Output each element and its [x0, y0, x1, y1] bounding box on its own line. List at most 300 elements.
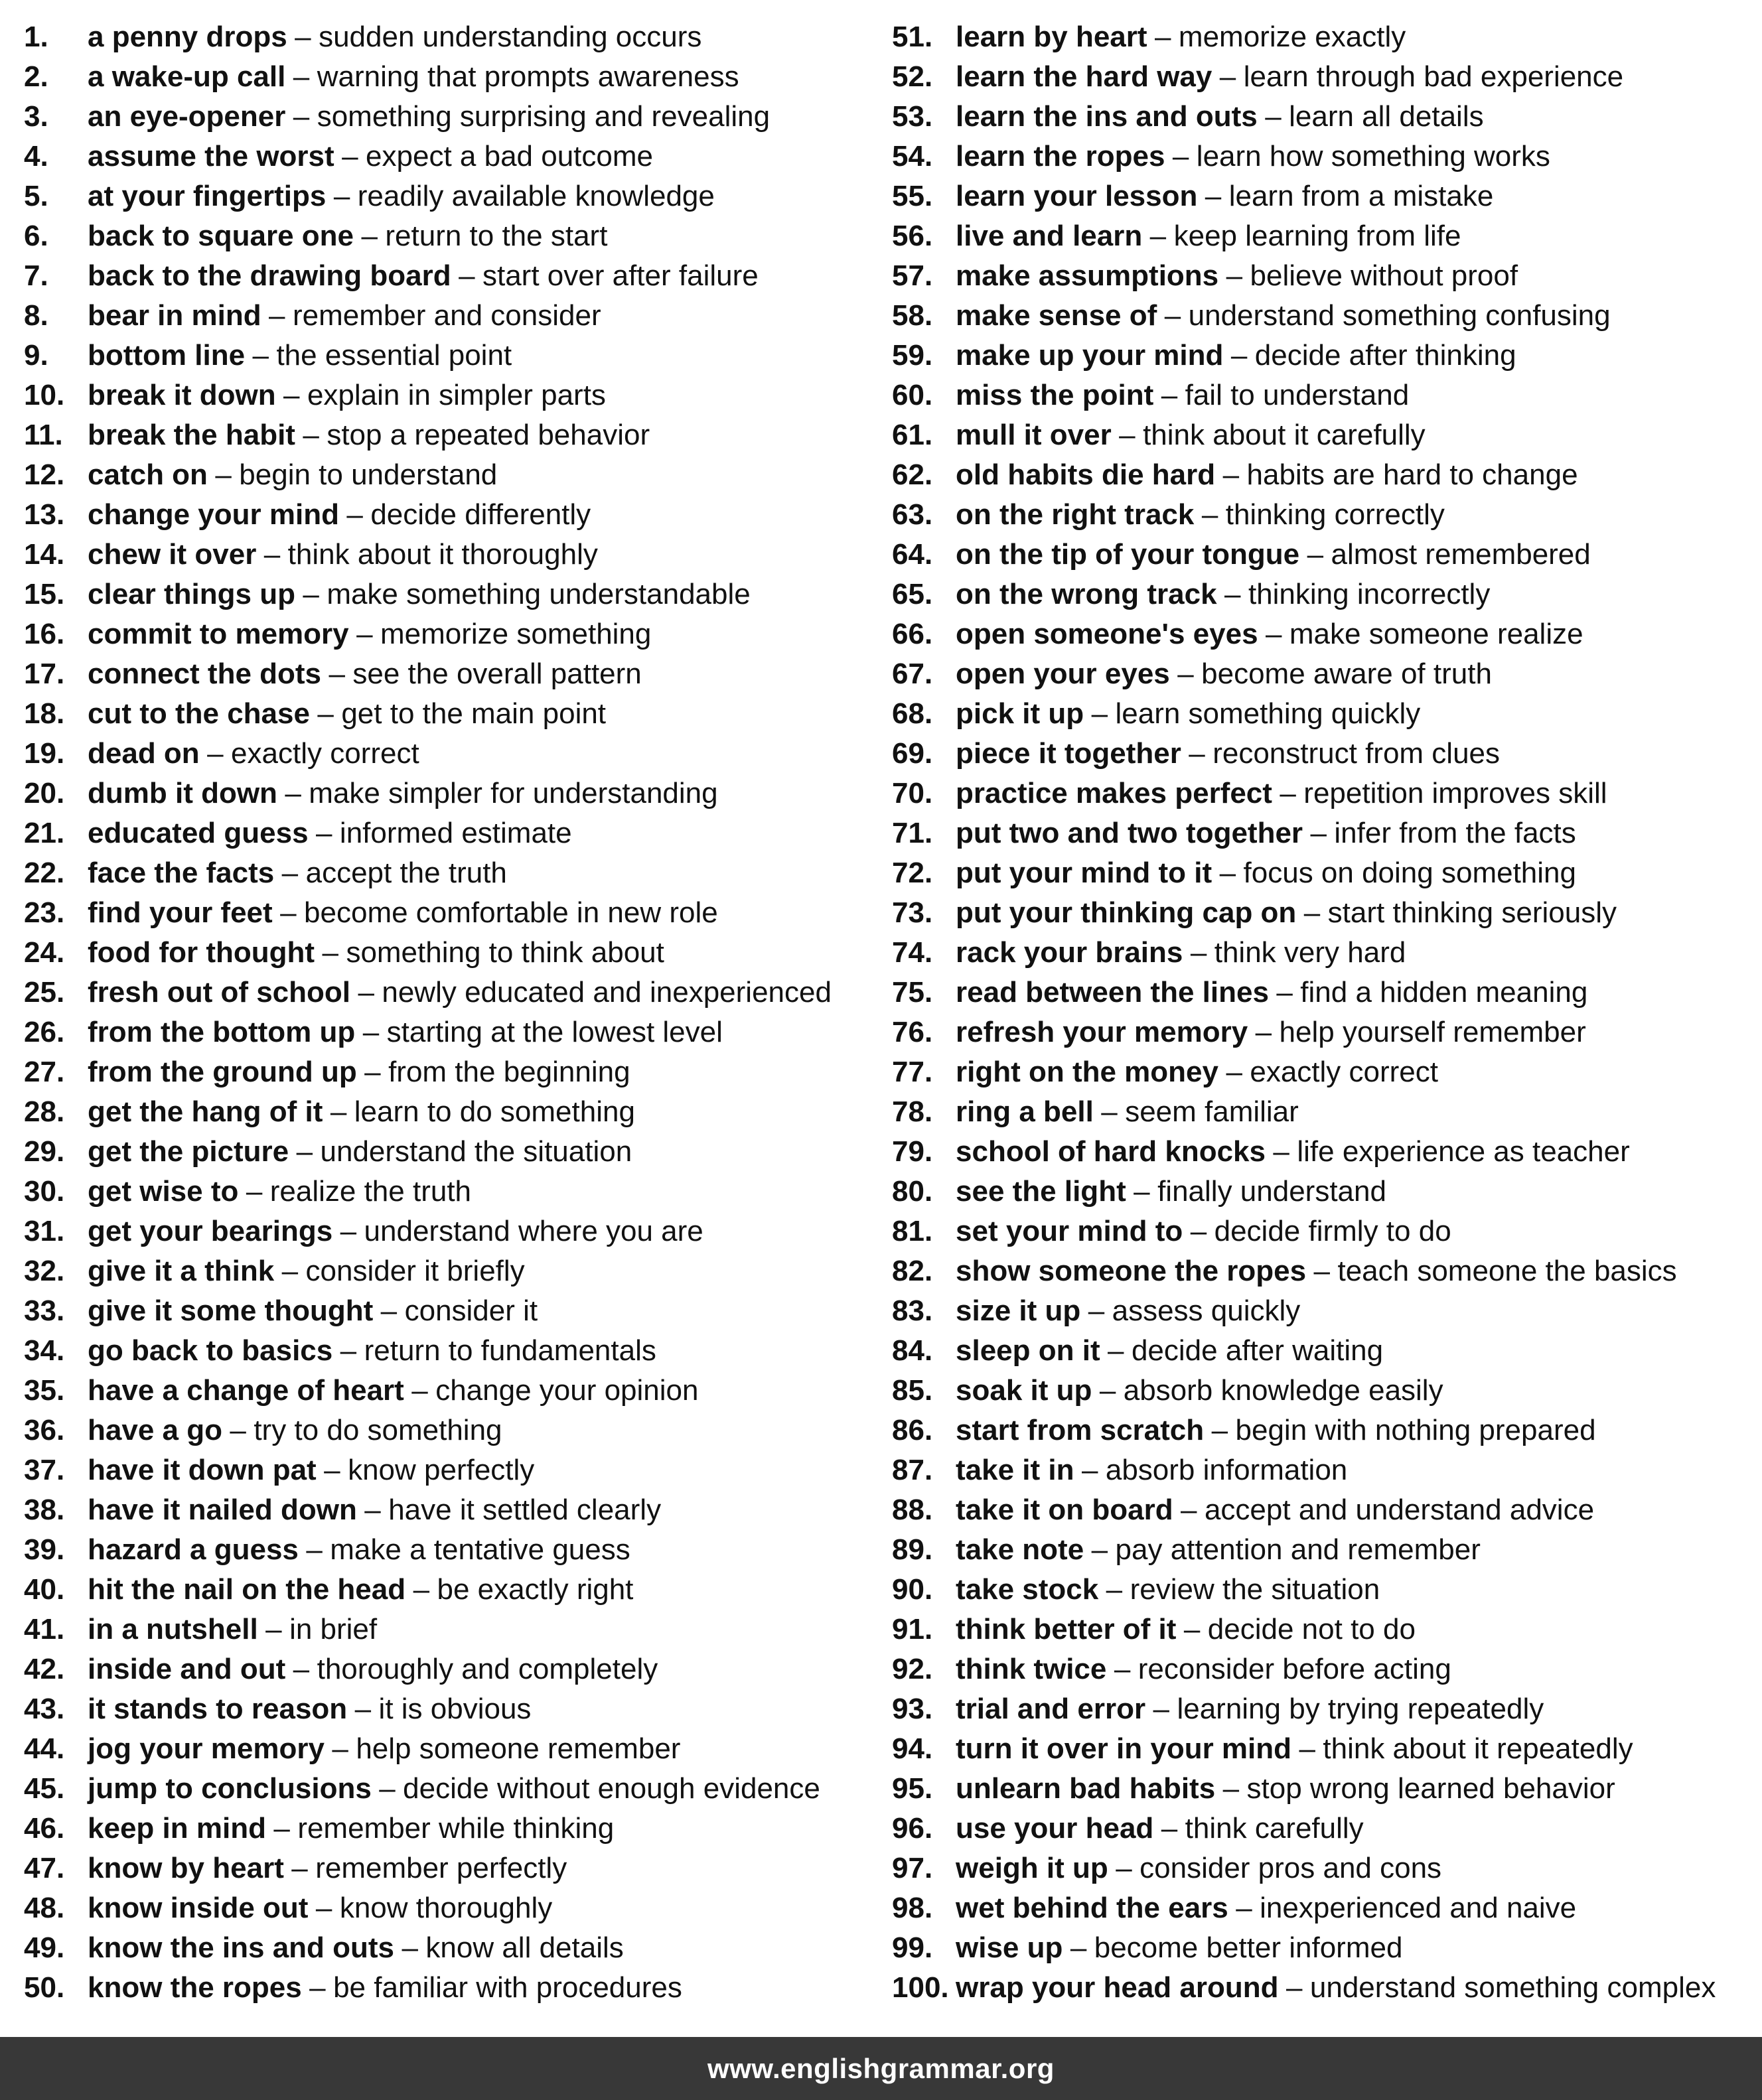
idiom-number: 83. [892, 1295, 933, 1327]
idiom-number: 91. [892, 1613, 933, 1645]
idiom-item [892, 297, 1755, 337]
idiom-phrase: it stands to reason [88, 1693, 348, 1725]
idiom-text [88, 1452, 534, 1489]
idiom-phrase: catch on [88, 458, 208, 491]
idiom-dash: – [1255, 1016, 1272, 1048]
idiom-phrase: in a nutshell [88, 1613, 258, 1645]
idiom-number: 46. [24, 1812, 65, 1845]
idiom-item [24, 1332, 873, 1372]
idiom-item [892, 19, 1755, 58]
idiom-phrase: put your thinking cap on [956, 896, 1297, 929]
idiom-text [956, 616, 1583, 653]
idiom-item [24, 1730, 873, 1770]
idiom-phrase: know inside out [88, 1892, 309, 1924]
idiom-phrase: clear things up [88, 578, 295, 610]
idiom-phrase: bear in mind [88, 299, 261, 332]
idiom-number: 48. [24, 1892, 65, 1924]
idiom-phrase: give it a think [88, 1255, 275, 1287]
idiom-number: 85. [892, 1374, 933, 1407]
idiom-definition: repetition improves skill [1303, 777, 1607, 809]
idiom-definition: warning that prompts awareness [317, 60, 739, 93]
idiom-phrase: trial and error [956, 1693, 1146, 1725]
idiom-text [88, 377, 606, 414]
idiom-number: 65. [892, 578, 933, 610]
idiom-number: 31. [24, 1215, 65, 1247]
idiom-text [88, 1173, 471, 1210]
idiom-text [88, 1492, 661, 1529]
idiom-text [956, 218, 1461, 255]
idiom-dash: – [1155, 21, 1171, 53]
idiom-text [956, 1332, 1383, 1369]
idiom-item [892, 1093, 1755, 1133]
idiom-text [956, 496, 1445, 533]
idiom-phrase: know the ins and outs [88, 1931, 395, 1964]
idiom-dash: – [361, 220, 378, 252]
idiom-item [892, 536, 1755, 576]
idiom-text [88, 1651, 658, 1688]
idiom-dash: – [1222, 1772, 1240, 1805]
idiom-text [88, 695, 606, 733]
idiom-definition: return to the start [385, 220, 608, 252]
idiom-definition: almost remembered [1331, 538, 1591, 571]
idiom-dash: – [330, 1095, 347, 1128]
idiom-definition: start over after failure [482, 259, 759, 292]
idiom-dash: – [1219, 857, 1236, 889]
idiom-item [892, 1890, 1755, 1929]
idiom-item [24, 1850, 873, 1890]
idiom-definition: try to do something [254, 1414, 502, 1446]
idiom-number: 21. [24, 817, 65, 849]
idiom-number: 32. [24, 1255, 65, 1287]
idiom-phrase: on the right track [956, 498, 1195, 531]
idiom-dash: – [316, 817, 332, 849]
idiom-text [956, 536, 1591, 573]
idiom-text [956, 1492, 1594, 1529]
idiom-definition: make simpler for understanding [309, 777, 718, 809]
idiom-text [956, 894, 1617, 932]
idiom-number: 55. [892, 180, 933, 212]
idiom-number: 56. [892, 220, 933, 252]
idiom-phrase: unlearn bad habits [956, 1772, 1216, 1805]
idiom-number: 1. [24, 21, 48, 53]
idiom-phrase: think better of it [956, 1613, 1177, 1645]
idiom-item [24, 1691, 873, 1730]
idiom-dash: – [380, 1295, 398, 1327]
idiom-text [88, 1253, 525, 1290]
idiom-item [24, 1054, 873, 1093]
idiom-text [956, 98, 1484, 135]
idiom-phrase: see the light [956, 1175, 1126, 1208]
idiom-item [24, 58, 873, 98]
idiom-dash: – [1205, 180, 1222, 212]
idiom-dash: – [1101, 1095, 1118, 1128]
idiom-text [956, 1890, 1576, 1927]
idiom-definition: readily available knowledge [357, 180, 715, 212]
idiom-item [892, 257, 1755, 297]
idiom-phrase: hazard a guess [88, 1533, 299, 1566]
idiom-text [88, 456, 497, 494]
idiom-phrase: commit to memory [88, 618, 349, 650]
idiom-item [892, 98, 1755, 138]
idiom-number: 14. [24, 538, 65, 571]
idiom-item [24, 496, 873, 536]
idiom-item [24, 1014, 873, 1054]
idiom-definition: review the situation [1130, 1573, 1380, 1606]
idiom-definition: start thinking seriously [1327, 896, 1617, 929]
idiom-number: 88. [892, 1494, 933, 1526]
idiom-definition: it is obvious [378, 1693, 532, 1725]
idiom-phrase: turn it over in your mind [956, 1732, 1292, 1765]
idiom-item [24, 735, 873, 775]
idiom-definition: explain in simpler parts [307, 379, 606, 411]
idiom-text [956, 417, 1426, 454]
idiom-item [892, 138, 1755, 178]
idiom-item [892, 735, 1755, 775]
idiom-number: 49. [24, 1931, 65, 1964]
idiom-dash: – [1226, 259, 1243, 292]
idiom-dash: – [402, 1931, 418, 1964]
idiom-dash: – [1219, 60, 1236, 93]
idiom-definition: stop a repeated behavior [327, 419, 650, 451]
idiom-phrase: wet behind the ears [956, 1892, 1228, 1924]
idiom-number: 75. [892, 976, 933, 1009]
idiom-definition: habits are hard to change [1246, 458, 1578, 491]
idiom-number: 90. [892, 1573, 933, 1606]
idiom-number: 69. [892, 737, 933, 770]
idiom-text [88, 496, 591, 533]
idiom-item [892, 974, 1755, 1014]
idiom-phrase: give it some thought [88, 1295, 374, 1327]
idiom-phrase: go back to basics [88, 1334, 333, 1367]
idiom-item [892, 616, 1755, 656]
idiom-phrase: old habits die hard [956, 458, 1216, 491]
idiom-text [88, 775, 718, 812]
idiom-dash: – [1280, 777, 1296, 809]
idiom-item [892, 1770, 1755, 1810]
idiom-text [88, 98, 770, 135]
idiom-number: 95. [892, 1772, 933, 1805]
idiom-number: 80. [892, 1175, 933, 1208]
idiom-phrase: miss the point [956, 379, 1154, 411]
idiom-text [88, 1412, 502, 1449]
idiom-number: 40. [24, 1573, 65, 1606]
idiom-dash: – [411, 1374, 428, 1407]
idiom-definition: exactly correct [231, 737, 419, 770]
idiom-number: 37. [24, 1454, 65, 1486]
idiom-text [88, 1810, 614, 1847]
idiom-phrase: assume the worst [88, 140, 334, 173]
idiom-item [24, 19, 873, 58]
idiom-number: 77. [892, 1056, 933, 1088]
idiom-definition: have it settled clearly [388, 1494, 662, 1526]
idiom-phrase: rack your brains [956, 936, 1183, 969]
idiom-definition: understand the situation [320, 1135, 632, 1168]
idiom-phrase: learn your lesson [956, 180, 1198, 212]
idiom-number: 96. [892, 1812, 933, 1845]
idiom-number: 84. [892, 1334, 933, 1367]
idiom-definition: inexperienced and naive [1260, 1892, 1577, 1924]
idiom-phrase: open your eyes [956, 658, 1170, 690]
idiom-item [892, 1929, 1755, 1969]
idiom-text [956, 735, 1500, 772]
idiom-dash: – [333, 180, 350, 212]
idiom-item [24, 1929, 873, 1969]
idiom-number: 59. [892, 339, 933, 372]
idiom-phrase: put your mind to it [956, 857, 1212, 889]
idiom-item [24, 775, 873, 815]
idiom-number: 12. [24, 458, 65, 491]
idiom-definition: accept the truth [305, 857, 507, 889]
idiom-definition: change your opinion [435, 1374, 699, 1407]
idiom-number: 52. [892, 60, 933, 93]
idiom-definition: finally understand [1157, 1175, 1386, 1208]
idiom-dash: – [459, 259, 475, 292]
idiom-definition: reconsider before acting [1138, 1653, 1451, 1685]
idiom-definition: keep learning from life [1173, 220, 1461, 252]
idiom-number: 36. [24, 1414, 65, 1446]
idiom-number: 51. [892, 21, 933, 53]
idiom-text [88, 576, 751, 613]
idiom-definition: help yourself remember [1279, 1016, 1586, 1048]
idiom-number: 67. [892, 658, 933, 690]
idiom-phrase: on the wrong track [956, 578, 1217, 610]
idiom-phrase: right on the money [956, 1056, 1218, 1088]
idiom-number: 82. [892, 1255, 933, 1287]
idiom-definition: stop wrong learned behavior [1246, 1772, 1615, 1805]
idiom-dash: – [1161, 1812, 1178, 1845]
idiom-phrase: a wake-up call [88, 60, 286, 93]
idiom-item [892, 1611, 1755, 1651]
idiom-dash: – [1299, 1732, 1315, 1765]
idiom-text [88, 1531, 630, 1569]
idiom-definition: accept and understand advice [1204, 1494, 1595, 1526]
idiom-phrase: educated guess [88, 817, 309, 849]
idiom-item [24, 456, 873, 496]
idiom-text [956, 1014, 1586, 1051]
idiom-definition: the essential point [276, 339, 512, 372]
idiom-text [88, 1929, 624, 1967]
idiom-item [24, 934, 873, 974]
idiom-dash: – [246, 1175, 263, 1208]
idiom-definition: learn something quickly [1115, 697, 1421, 730]
idiom-item [24, 337, 873, 377]
idiom-phrase: size it up [956, 1295, 1081, 1327]
idiom-item [892, 1850, 1755, 1890]
idiom-item [24, 1611, 873, 1651]
idiom-number: 33. [24, 1295, 65, 1327]
idiom-dash: – [322, 936, 338, 969]
idiom-dash: – [295, 21, 311, 53]
idiom-text [956, 576, 1490, 613]
idiom-text [956, 19, 1406, 56]
idiom-item [892, 1014, 1755, 1054]
idiom-dash: – [1211, 1414, 1228, 1446]
idiom-dash: – [1172, 140, 1189, 173]
idiom-item [892, 377, 1755, 417]
idiom-number: 60. [892, 379, 933, 411]
idiom-dash: – [364, 1494, 381, 1526]
idiom-dash: – [1070, 1931, 1087, 1964]
idiom-text [88, 1890, 552, 1927]
idiom-phrase: learn the ins and outs [956, 100, 1258, 133]
idiom-text [956, 1412, 1596, 1449]
idiom-number: 72. [892, 857, 933, 889]
idiom-definition: begin with nothing prepared [1235, 1414, 1596, 1446]
idiom-definition: starting at the lowest level [386, 1016, 723, 1048]
idiom-phrase: have it nailed down [88, 1494, 357, 1526]
idiom-text [88, 656, 642, 693]
idiom-phrase: piece it together [956, 737, 1181, 770]
idiom-phrase: take note [956, 1533, 1084, 1566]
idiom-number: 27. [24, 1056, 65, 1088]
idiom-text [956, 855, 1576, 892]
idiom-item [24, 1452, 873, 1492]
idiom-item [24, 138, 873, 178]
idiom-item [24, 178, 873, 218]
idiom-number: 29. [24, 1135, 65, 1168]
idiom-number: 30. [24, 1175, 65, 1208]
idiom-text [88, 297, 601, 334]
idiom-text [956, 1293, 1300, 1330]
idiom-number: 99. [892, 1931, 933, 1964]
idiom-definition: become comfortable in new role [304, 896, 718, 929]
idiom-phrase: break it down [88, 379, 276, 411]
idiom-number: 100. [892, 1971, 949, 2004]
idiom-phrase: open someone's eyes [956, 618, 1258, 650]
idiom-definition: something surprising and revealing [317, 100, 771, 133]
idiom-text [88, 1014, 723, 1051]
idiom-dash: – [1091, 1533, 1108, 1566]
idiom-phrase: refresh your memory [956, 1016, 1248, 1048]
idiom-phrase: know the ropes [88, 1971, 302, 2004]
idiom-definition: learn how something works [1196, 140, 1550, 173]
idiom-text [88, 1730, 680, 1768]
idiom-definition: think about it thoroughly [287, 538, 598, 571]
idiom-dash: – [362, 1016, 380, 1048]
idiom-item [892, 1332, 1755, 1372]
idiom-dash: – [329, 658, 345, 690]
idiom-item [892, 337, 1755, 377]
idiom-phrase: learn the hard way [956, 60, 1212, 93]
idiom-item [892, 775, 1755, 815]
idiom-item [24, 974, 873, 1014]
idiom-definition: from the beginning [388, 1056, 630, 1088]
idiom-list-right-column [892, 19, 1755, 2009]
idiom-phrase: soak it up [956, 1374, 1092, 1407]
idiom-dash: – [342, 140, 358, 173]
idiom-item [892, 695, 1755, 735]
idiom-item [892, 1730, 1755, 1770]
idiom-item [24, 218, 873, 257]
idiom-definition: remember perfectly [315, 1852, 567, 1884]
idiom-dash: – [1190, 936, 1207, 969]
idiom-definition: decide not to do [1207, 1613, 1416, 1645]
idiom-text [88, 1571, 633, 1608]
idiom-number: 66. [892, 618, 933, 650]
idiom-item [24, 1412, 873, 1452]
idiom-dash: – [283, 379, 300, 411]
idiom-phrase: take it in [956, 1454, 1074, 1486]
idiom-item [24, 377, 873, 417]
idiom-definition: believe without proof [1250, 259, 1518, 292]
idiom-number: 71. [892, 817, 933, 849]
idiom-number: 92. [892, 1653, 933, 1685]
idiom-dash: – [306, 1533, 323, 1566]
idiom-number: 38. [24, 1494, 65, 1526]
idiom-item [24, 1492, 873, 1531]
idiom-phrase: use your head [956, 1812, 1154, 1845]
idiom-phrase: hit the nail on the head [88, 1573, 406, 1606]
idiom-text [88, 1372, 699, 1409]
idiom-phrase: dead on [88, 737, 200, 770]
idiom-text [88, 815, 572, 852]
idiom-text [956, 138, 1550, 175]
idiom-item [24, 257, 873, 297]
idiom-number: 68. [892, 697, 933, 730]
idiom-dash: – [280, 896, 297, 929]
idiom-item [892, 1691, 1755, 1730]
idiom-item [892, 1173, 1755, 1213]
idiom-dash: – [309, 1971, 326, 2004]
idiom-number: 64. [892, 538, 933, 571]
idiom-phrase: find your feet [88, 896, 273, 929]
idiom-dash: – [1153, 1693, 1170, 1725]
idiom-number: 81. [892, 1215, 933, 1247]
idiom-item [892, 1133, 1755, 1173]
idiom-dash: – [1088, 1295, 1105, 1327]
idiom-item [24, 297, 873, 337]
idiom-phrase: put two and two together [956, 817, 1303, 849]
idiom-dash: – [1119, 419, 1136, 451]
idiom-number: 70. [892, 777, 933, 809]
idiom-definition: in brief [289, 1613, 378, 1645]
idiom-phrase: get the hang of it [88, 1095, 323, 1128]
idiom-definition: thinking incorrectly [1248, 578, 1491, 610]
idiom-dash: – [1190, 1215, 1207, 1247]
idiom-phrase: break the habit [88, 419, 295, 451]
idiom-item [892, 1253, 1755, 1293]
idiom-definition: make a tentative guess [330, 1533, 630, 1566]
idiom-definition: remember and consider [292, 299, 601, 332]
idiom-number: 9. [24, 339, 48, 372]
idiom-item [892, 58, 1755, 98]
idiom-item [24, 98, 873, 138]
idiom-definition: understand something confusing [1188, 299, 1611, 332]
idiom-text [956, 1810, 1364, 1847]
idiom-definition: exactly correct [1250, 1056, 1438, 1088]
idiom-phrase: make sense of [956, 299, 1157, 332]
idiom-number: 13. [24, 498, 65, 531]
idiom-definition: know perfectly [348, 1454, 535, 1486]
idiom-definition: make someone realize [1289, 618, 1583, 650]
idiom-dash: – [269, 299, 285, 332]
idiom-dash: – [332, 1732, 348, 1765]
idiom-number: 97. [892, 1852, 933, 1884]
idiom-number: 53. [892, 100, 933, 133]
idiom-text [956, 1691, 1544, 1728]
idiom-number: 10. [24, 379, 65, 411]
idiom-list-left-column [24, 19, 873, 2009]
idiom-dash: – [1108, 1334, 1124, 1367]
idiom-definition: seem familiar [1125, 1095, 1299, 1128]
idiom-phrase: dumb it down [88, 777, 277, 809]
idiom-text [88, 1213, 703, 1250]
idiom-item [892, 576, 1755, 616]
idiom-number: 76. [892, 1016, 933, 1048]
idiom-dash: – [340, 1334, 357, 1367]
idiom-definition: learn to do something [354, 1095, 635, 1128]
idiom-phrase: school of hard knocks [956, 1135, 1266, 1168]
